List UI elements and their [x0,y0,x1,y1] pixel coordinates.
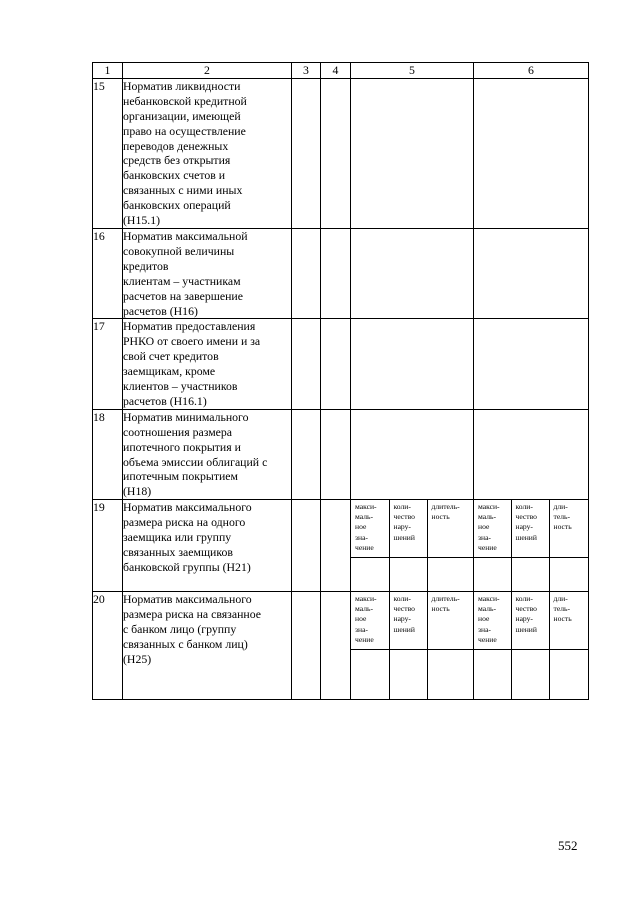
row-number: 18 [93,409,123,499]
empty-cell [292,500,321,592]
subheader-line: коли- [393,594,411,604]
empty-subcell [351,649,389,699]
subheader-line: ность [431,512,450,522]
subheader-line: ное [355,614,367,624]
subheader-line: шений [393,624,415,634]
max-value-header [474,500,511,557]
empty-cell [292,228,321,318]
header-col-2: 2 [123,63,292,79]
subheader-line: дли- [553,502,568,512]
description-line: Норматив предоставления [123,319,256,334]
subheader-line: чение [355,634,374,644]
table-row [93,78,589,228]
description-line: право на осуществление [123,123,246,138]
header-col-6: 6 [474,63,589,79]
row-description [123,228,292,318]
subheader-line: маль- [355,512,373,522]
norms-table [92,62,589,700]
empty-cell [321,319,351,409]
empty-subcell [389,557,427,591]
description-line: банковских счетов и [123,168,226,183]
empty-cell [474,228,589,318]
row-description [123,409,292,499]
subheader-line: макси- [478,594,500,604]
description-line: расчетов на завершение [123,288,243,303]
description-line: связанных с банком лиц) [123,637,248,651]
description-line: совокупной величины [123,243,235,258]
description-line: Норматив минимального [123,409,249,424]
description-line: объема эмиссии облигаций с [123,454,268,469]
description-line: связанных заемщиков [123,545,233,559]
duration-header [549,592,588,649]
subheader-line: зна- [478,624,491,634]
subheader-line: нару- [515,614,533,624]
table-row [93,409,589,499]
row-number: 17 [93,319,123,409]
subgrid-5 [351,592,473,699]
header-col-1: 1 [93,63,123,79]
table-row [93,228,589,318]
subheader-line: тель- [553,512,570,522]
subcolumns-5 [351,592,474,700]
description-line: клиентов – участников [123,379,238,394]
subheader-line: коли- [515,502,533,512]
subheader-line: дли- [553,594,568,604]
subheader-line: ность [431,604,450,614]
description-line: Норматив ликвидности [123,78,241,93]
row-description [123,78,292,228]
subheader-line: тель- [553,604,570,614]
subheader-line: чество [393,512,415,522]
subheader-line: чение [478,634,497,644]
subheader-line: ное [478,522,490,532]
description-line: соотношения размера [123,424,233,439]
subgrid-6 [474,592,588,699]
description-line: ипотечного покрытия и [123,439,241,454]
description-line: переводов денежных [123,138,229,153]
empty-subcell [511,649,549,699]
empty-subcell [474,649,511,699]
subheader-line: длитель- [431,594,460,604]
description-line: банковской группы (Н21) [123,559,251,574]
subheader-line: зна- [355,624,368,634]
header-row [93,63,589,79]
description-line: с банком лицо (группу [123,622,237,637]
description-line: (Н18) [123,484,152,499]
subheader-line: нару- [393,522,411,532]
header-col-4: 4 [321,63,351,79]
violations-count-header [389,500,427,557]
subheader-line: длитель- [431,502,460,512]
subcolumns-5 [351,500,474,592]
description-line: заемщика или группу [123,530,232,545]
duration-header [427,500,473,557]
empty-subcell [511,557,549,591]
description-line: свой счет кредитов [123,349,219,364]
subheader-line: маль- [478,604,496,614]
description-line: Норматив максимальной [123,228,248,243]
subheader-line: чение [478,542,497,552]
duration-header [549,500,588,557]
empty-cell [321,78,351,228]
subheader-line: макси- [355,594,377,604]
subcolumns-6 [474,592,589,700]
subheader-line: маль- [478,512,496,522]
violations-count-header [511,592,549,649]
description-line: Норматив максимального [123,500,252,515]
table-row [93,592,589,700]
empty-cell [351,319,474,409]
row-description [123,500,292,592]
row-number: 20 [93,592,123,700]
subheader-line: нару- [515,522,533,532]
subgrid-5 [351,500,473,591]
empty-subcell [474,557,511,591]
description-line: банковских операций [123,198,231,213]
row-number: 16 [93,228,123,318]
row-description [123,319,292,409]
header-col-3: 3 [292,63,321,79]
subheader-line: ность [553,614,572,624]
subheader-line: зна- [478,532,491,542]
subheader-line: чество [515,512,537,522]
subheader-line: коли- [393,502,411,512]
description-line: организации, имеющей [123,108,241,123]
subheader-line: шений [515,532,537,542]
empty-cell [474,78,589,228]
empty-cell [474,319,589,409]
empty-cell [321,228,351,318]
description-line: Норматив максимального [123,592,252,607]
description-line: (Н15.1) [123,213,161,228]
description-line: ипотечным покрытием [123,469,238,484]
header-col-5: 5 [351,63,474,79]
empty-subcell [351,557,389,591]
subheader-line: ное [355,522,367,532]
page-number: 552 [558,838,578,853]
description-line: расчетов (Н16) [123,303,198,318]
description-line: РНКО от своего имени и за [123,334,261,349]
empty-subcell [427,557,473,591]
empty-cell [292,409,321,499]
subgrid-6 [474,500,588,591]
max-value-header [474,592,511,649]
empty-subcell [427,649,473,699]
subheader-line: макси- [478,502,500,512]
subheader-line: шений [393,532,415,542]
table-row [93,500,589,592]
row-description [123,592,292,700]
row-number: 15 [93,78,123,228]
subheader-line: маль- [355,604,373,614]
description-line: заемщикам, кроме [123,364,216,379]
violations-count-header [389,592,427,649]
subheader-line: макси- [355,502,377,512]
empty-subcell [389,649,427,699]
table-row [93,319,589,409]
subheader-line: коли- [515,594,533,604]
description-line: (Н25) [123,651,152,666]
empty-cell [321,409,351,499]
subcolumns-6 [474,500,589,592]
subheader-line: ное [478,614,490,624]
duration-header [427,592,473,649]
empty-cell [351,409,474,499]
subheader-line: нару- [393,614,411,624]
violations-count-header [511,500,549,557]
subheader-line: чество [393,604,415,614]
empty-cell [351,78,474,228]
empty-cell [474,409,589,499]
max-value-header [351,592,389,649]
description-line: средств без открытия [123,153,231,168]
subheader-line: чество [515,604,537,614]
empty-cell [292,592,321,700]
description-line: размера риска на связанное [123,607,261,622]
description-line: кредитов [123,258,169,273]
empty-cell [292,319,321,409]
subheader-line: шений [515,624,537,634]
subheader-line: зна- [355,532,368,542]
max-value-header [351,500,389,557]
empty-subcell [549,557,588,591]
subheader-line: ность [553,522,572,532]
empty-subcell [549,649,588,699]
row-number: 19 [93,500,123,592]
subheader-line: чение [355,542,374,552]
description-line: размера риска на одного [123,515,246,530]
empty-cell [351,228,474,318]
description-line: связанных с ними иных [123,183,243,198]
empty-cell [321,592,351,700]
empty-cell [292,78,321,228]
description-line: клиентам – участникам [123,273,241,288]
empty-cell [321,500,351,592]
description-line: небанковской кредитной [123,93,247,108]
description-line: расчетов (Н16.1) [123,393,207,408]
